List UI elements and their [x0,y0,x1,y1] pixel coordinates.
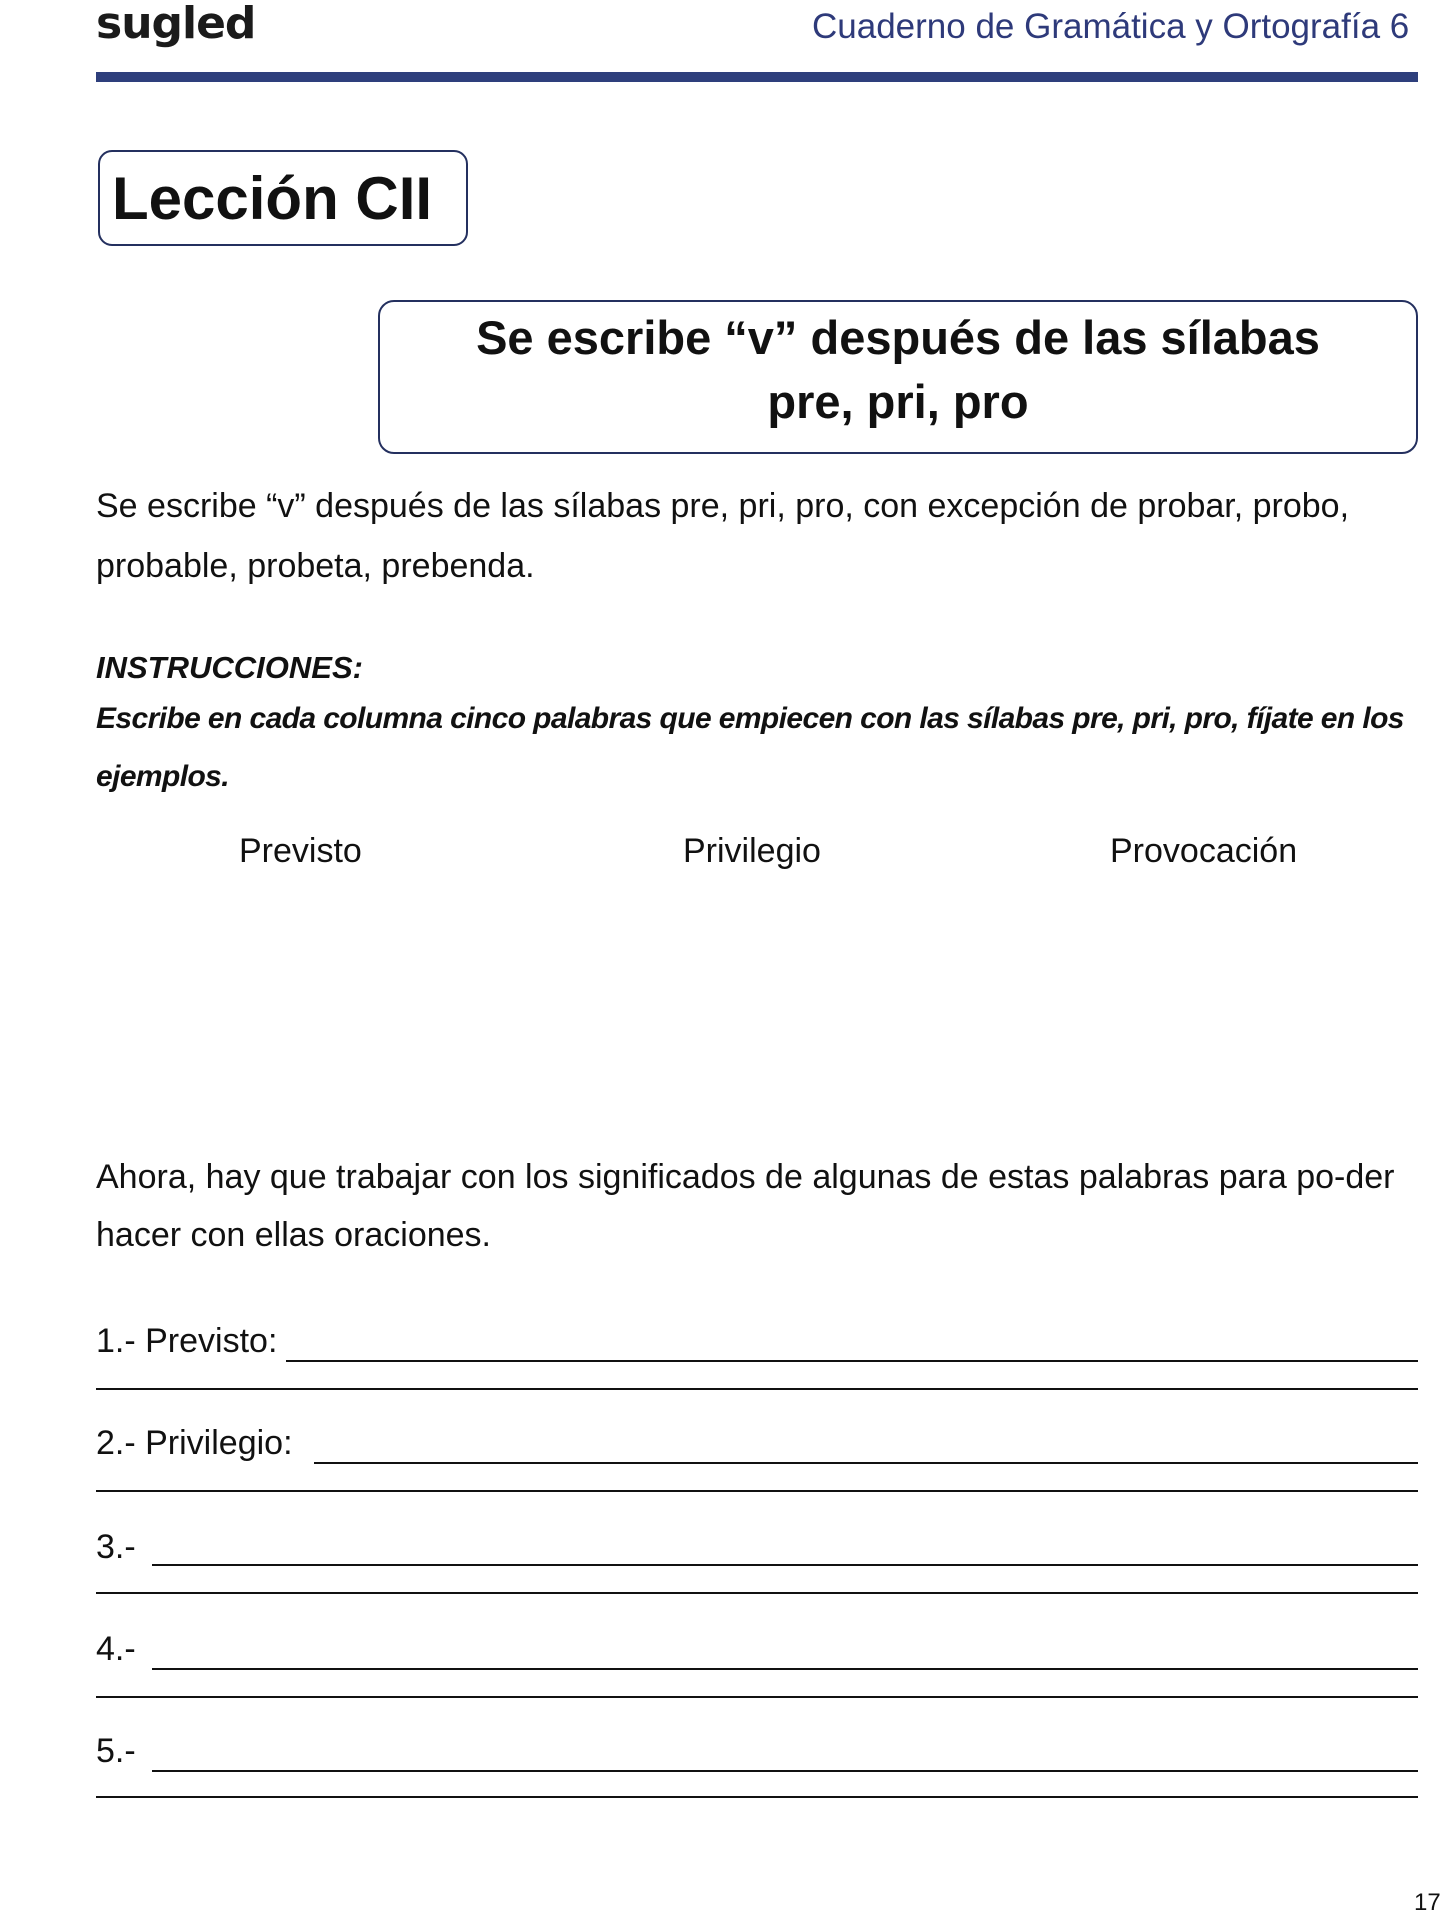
intro-paragraph: Se escribe “v” después de las sílabas pre, pri, pro, con excepción de probar, probo, probable, probeta, prebenda. [96,487,1350,585]
rule-title [380,306,1416,434]
example-word-previsto: Previsto [239,832,362,870]
example-word-privilegio: Privilegio [683,832,821,870]
answer-item-5 [96,1726,1418,1782]
lesson-title: Lección CII [112,165,433,232]
answer-continuation-line-5[interactable] [96,1796,1418,1798]
answer-continuation-line-2[interactable] [96,1490,1418,1492]
answer-label-5: 5.- [96,1732,136,1770]
answer-line-2[interactable] [314,1462,1418,1464]
instructions-text: Escribe en cada columna cinco palabras que empiecen con las sílabas pre, pri, pro, fíjate en los ejemplos. [96,702,1404,793]
meanings-paragraph: Ahora, hay que trabajar con los significados de algunas de estas palabras para po-der hacer con ellas oraciones. [96,1158,1395,1254]
rule-title-line-2: pre, pri, pro [767,375,1029,428]
answer-item-3 [96,1522,1418,1578]
answer-continuation-line-4[interactable] [96,1696,1418,1698]
rule-title-line-1: Se escribe “v” después de las sílabas [476,311,1320,364]
rule-box [378,300,1418,454]
page-number: 17 [1414,1889,1441,1916]
example-word-provocacion: Provocación [1110,832,1298,870]
answer-label-2: 2.- Privilegio: [96,1424,293,1462]
answer-label-1: 1.- Previsto: [96,1322,278,1360]
instructions-heading: INSTRUCCIONES: [96,650,363,685]
answer-continuation-line-1[interactable] [96,1388,1418,1390]
answer-item-2 [96,1418,1418,1474]
answer-label-3: 3.- [96,1528,136,1566]
answer-line-4[interactable] [152,1668,1418,1670]
lesson-box [98,150,468,246]
answer-continuation-line-3[interactable] [96,1592,1418,1594]
answer-line-3[interactable] [152,1564,1418,1566]
answer-line-1[interactable] [286,1360,1418,1362]
header-title: Cuaderno de Gramática y Ortografía 6 [812,7,1410,46]
sugled-logo: sugled [96,0,256,49]
answer-label-4: 4.- [96,1630,136,1668]
answer-item-1 [96,1316,1418,1372]
header-divider [96,72,1418,82]
answer-item-4 [96,1624,1418,1680]
answer-line-5[interactable] [152,1770,1418,1772]
